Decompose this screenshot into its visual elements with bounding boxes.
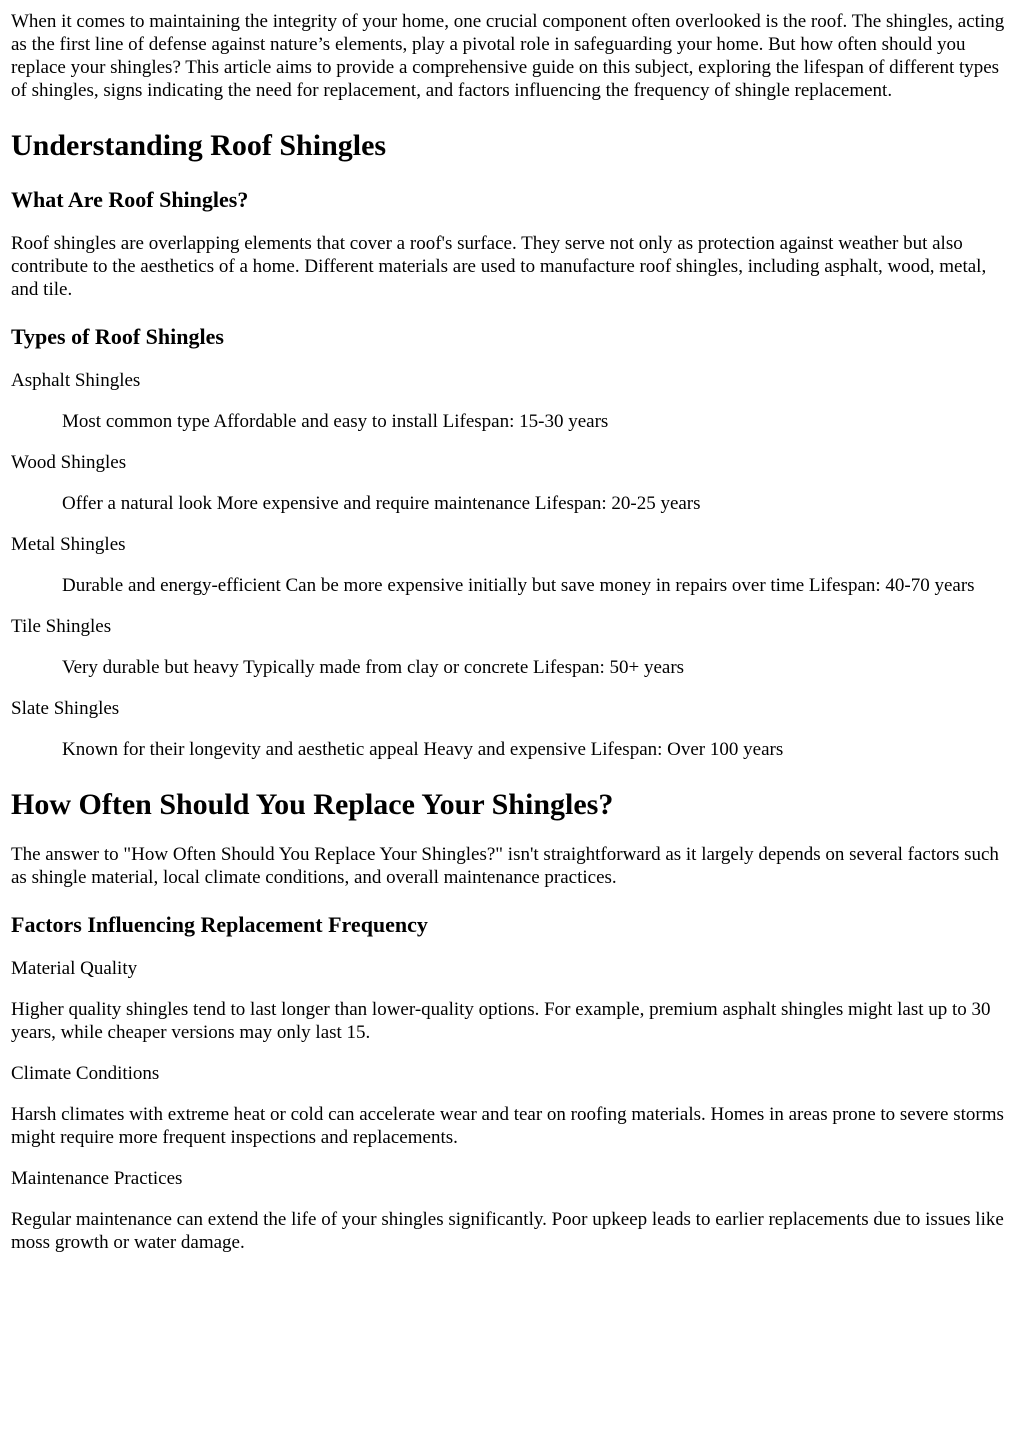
type-name-asphalt: Asphalt Shingles — [11, 370, 141, 391]
type-desc-asphalt: Most common type Affordable and easy to install Lifespan: 15-30 years — [62, 411, 609, 432]
factor-name-maintenance: Maintenance Practices — [11, 1168, 183, 1189]
factor-name-material-quality: Material Quality — [11, 958, 138, 979]
factor-desc-maintenance: Regular maintenance can extend the life of your shingles significantly. Poor upkeep leads to earlier replacements due to issues like moss growth or water damage. — [11, 1209, 1004, 1253]
type-desc-slate: Known for their longevity and aesthetic appeal Heavy and expensive Lifespan: Over 100 years — [62, 739, 784, 760]
subheading-factors: Factors Influencing Replacement Frequency — [11, 912, 428, 937]
section-heading-understanding: Understanding Roof Shingles — [11, 129, 387, 162]
what-are-shingles-paragraph: Roof shingles are overlapping elements that cover a roof's surface. They serve not only as protection against weather but also contribute to the aesthetics of a home. Different materials are used to manufacture roof shingles, including asphalt, wood, metal, and tile. — [11, 233, 987, 300]
type-desc-tile: Very durable but heavy Typically made from clay or concrete Lifespan: 50+ years — [62, 657, 685, 678]
type-desc-wood: Offer a natural look More expensive and require maintenance Lifespan: 20-25 years — [62, 493, 701, 514]
type-desc-metal: Durable and energy-efficient Can be more expensive initially but save money in repairs over time Lifespan: 40-70 years — [62, 575, 975, 596]
type-name-metal: Metal Shingles — [11, 534, 126, 555]
intro-paragraph: When it comes to maintaining the integrity of your home, one crucial component often overlooked is the roof. The shingles, acting as the first line of defense against nature’s elements, play a pivotal role in safeguarding your home. But how often should you replace your shingles? This article aims to provide a comprehensive guide on this subject, exploring the lifespan of different types of shingles, signs indicating the need for replacement, and factors influencing the frequency of shingle replacement. — [11, 11, 1005, 101]
factor-desc-climate: Harsh climates with extreme heat or cold can accelerate wear and tear on roofing materials. Homes in areas prone to severe storms might require more frequent inspections and replacements. — [11, 1104, 1004, 1148]
type-name-wood: Wood Shingles — [11, 452, 127, 473]
how-often-paragraph: The answer to "How Often Should You Replace Your Shingles?" isn't straightforward as it largely depends on several factors such as shingle material, local climate conditions, and overall maintenance practices. — [11, 844, 999, 888]
subheading-what-are-shingles: What Are Roof Shingles? — [11, 187, 249, 212]
subheading-types: Types of Roof Shingles — [11, 324, 224, 349]
factor-desc-material-quality: Higher quality shingles tend to last longer than lower-quality options. For example, premium asphalt shingles might last up to 30 years, while cheaper versions may only last 15. — [11, 999, 991, 1043]
type-name-tile: Tile Shingles — [11, 616, 112, 637]
section-heading-how-often: How Often Should You Replace Your Shingles? — [11, 788, 614, 821]
factor-name-climate: Climate Conditions — [11, 1063, 160, 1084]
type-name-slate: Slate Shingles — [11, 698, 120, 719]
